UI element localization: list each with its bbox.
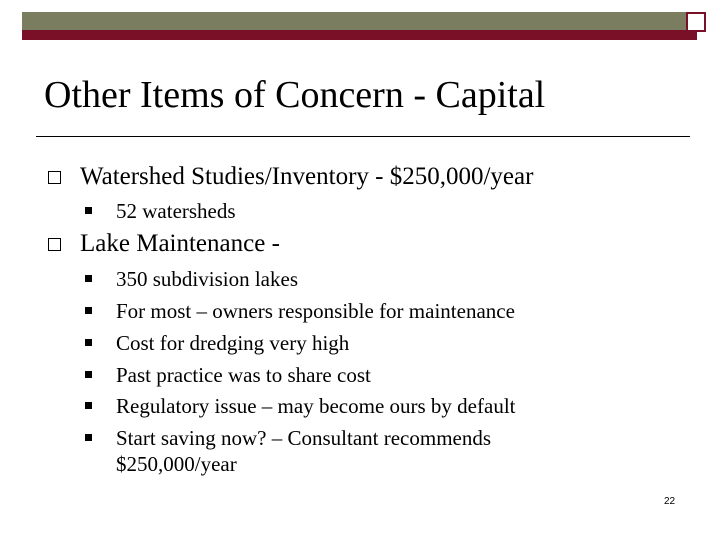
sub-bullet-subdivision-lakes: 350 subdivision lakes xyxy=(116,267,298,291)
sub-bullet-regulatory-issue: Regulatory issue – may become ours by default xyxy=(116,394,516,418)
filled-square-bullet-icon xyxy=(85,339,92,346)
page-number: 22 xyxy=(664,496,676,507)
sub-bullet-start-saving: Start saving now? – Consultant recommends xyxy=(116,426,492,450)
filled-square-bullet-icon xyxy=(85,207,92,214)
filled-square-bullet-icon xyxy=(85,275,92,282)
filled-square-bullet-icon xyxy=(85,402,92,409)
filled-square-bullet-icon xyxy=(85,371,92,378)
bullet-watershed-studies: Watershed Studies/Inventory - $250,000/year xyxy=(80,163,534,190)
hollow-square-bullet-icon xyxy=(48,238,61,251)
filled-square-bullet-icon xyxy=(85,434,92,441)
sub-bullet-past-practice: Past practice was to share cost xyxy=(116,363,371,387)
bullet-lake-maintenance: Lake Maintenance - xyxy=(80,230,280,257)
slide-title: Other Items of Concern - Capital xyxy=(44,74,546,116)
filled-square-bullet-icon xyxy=(85,307,92,314)
sub-bullet-start-saving-continued: $250,000/year xyxy=(116,452,237,476)
sub-bullet-dredging-cost: Cost for dredging very high xyxy=(116,331,350,355)
sub-bullet-52-watersheds: 52 watersheds xyxy=(116,199,236,223)
hollow-square-bullet-icon xyxy=(48,171,61,184)
sub-bullet-owners-responsible: For most – owners responsible for maintenance xyxy=(116,299,515,323)
